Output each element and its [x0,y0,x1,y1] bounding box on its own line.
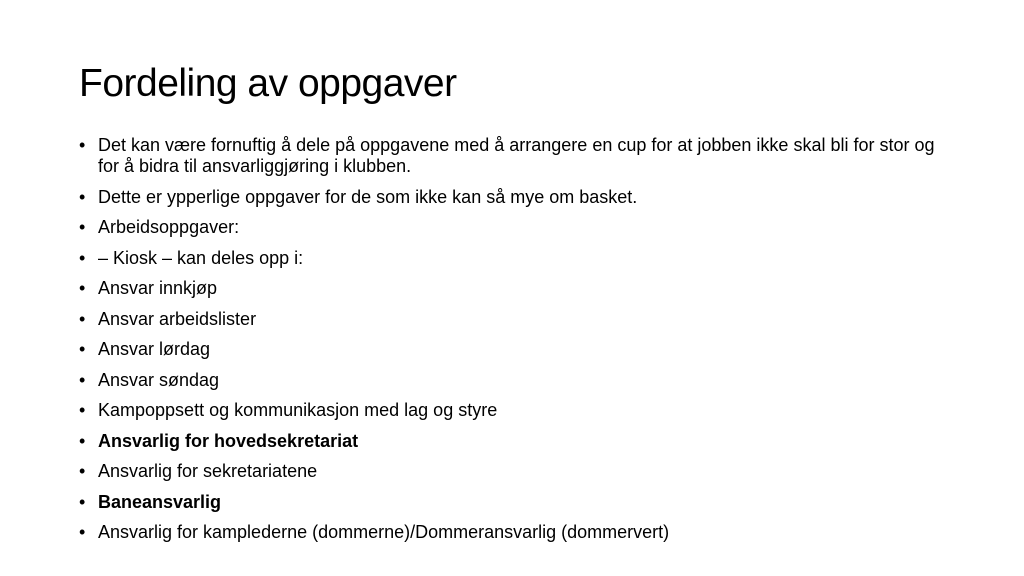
bullet-item [79,135,949,177]
bullet-item [79,217,949,238]
bullet-text: Ansvarlig for hovedsekretariat [98,430,359,451]
bullet-item [79,522,949,543]
bullet-item [79,492,949,513]
bullet-dot-icon: • [79,461,86,481]
bullet-dot-icon: • [79,186,86,207]
bullet-text: Ansvar lørdag [98,339,211,359]
bullet-dot-icon: • [79,247,86,268]
bullet-dot-icon: • [79,430,86,451]
bullet-dot-icon: • [79,522,86,542]
bullet-dot-icon: • [79,369,86,390]
slide-title: Fordeling av oppgaver [79,62,457,105]
bullet-item [79,278,949,299]
bullet-item [79,187,949,208]
bullet-dot-icon: • [79,308,86,329]
bullet-item [79,431,949,452]
bullet-dot-icon: • [79,400,86,420]
bullet-dot-icon: • [79,135,86,155]
bullet-item [79,309,949,330]
bullet-item [79,339,949,360]
bullet-text: Arbeidsoppgaver: [98,217,240,237]
bullet-text: Ansvar søndag [98,369,220,390]
bullet-text: Baneansvarlig [98,491,222,512]
bullet-item [79,400,949,421]
bullet-dot-icon: • [79,491,86,512]
bullet-list [79,135,949,553]
bullet-item [79,461,949,482]
bullet-text: Ansvarlig for sekretariatene [98,461,318,481]
bullet-dot-icon: • [79,278,86,298]
bullet-text: Ansvarlig for kamplederne (dommerne)/Dommeransvarlig (dommervert) [98,522,670,542]
bullet-item [79,248,949,269]
bullet-text: Kampoppsett og kommunikasjon med lag og styre [98,400,498,420]
bullet-dot-icon: • [79,339,86,359]
bullet-item [79,370,949,391]
bullet-text: – Kiosk – kan deles opp i: [98,247,304,268]
bullet-text: Ansvar arbeidslister [98,308,257,329]
bullet-text: Ansvar innkjøp [98,278,218,298]
bullet-text: Dette er ypperlige oppgaver for de som ikke kan så mye om basket. [98,186,638,207]
bullet-text: Det kan være fornuftig å dele på oppgavene med å arrangere en cup for at jobben ikke skal bli for stor og for å bidra til ansvarliggjøring i klubben. [98,135,935,176]
bullet-dot-icon: • [79,217,86,237]
